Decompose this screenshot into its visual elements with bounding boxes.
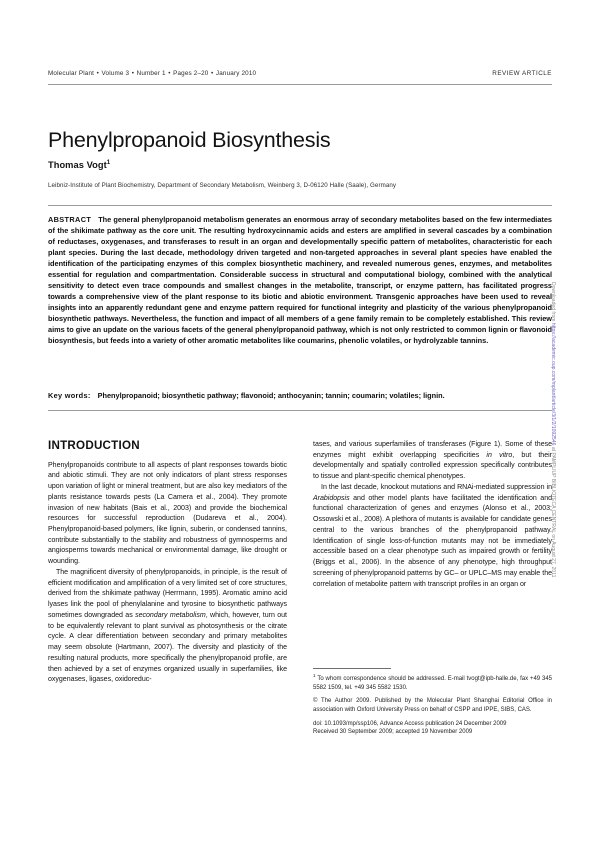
paragraph <box>313 440 552 483</box>
abstract-label: ABSTRACT <box>48 215 92 224</box>
italic-term: Arabidopsis <box>313 494 350 502</box>
footnote-dates: Received 30 September 2009; accepted 19 November 2009 <box>313 729 473 736</box>
paragraph-segment: , but their developmentally and spatially controlled expression specifically contributes to tissue and plant-specific chemical phenotypes. <box>313 451 552 481</box>
bullet-separator-icon: • <box>168 70 171 77</box>
bullet-separator-icon: • <box>131 70 135 77</box>
italic-term: in vitro <box>486 451 513 459</box>
author-affiliation: Leibniz-Institute of Plant Biochemistry, Department of Secondary Metabolism, Weinberg 3, D-06120 Halle (Saale), Germany <box>48 182 397 189</box>
footnote-correspondence-text: To whom correspondence should be addressed. E-mail tvogt@ipb-halle.de, fax +49 345 5582 1509, tel. +49 345 5582 1530. <box>313 676 552 691</box>
section-heading-introduction: INTRODUCTION <box>48 439 140 452</box>
abstract-text: The general phenylpropanoid metabolism generates an enormous array of secondary metabolites based on the few intermediates of the shikimate pathway as the core unit. The resulting hydroxycinnamic acids and esters are amplified in several cascades by a combination of reductases, oxygenases, and transferases to result in an organ and developmentally specific pattern of metabolites, characteristic for each plant species. During the last decade, methodology driven targeted and non-targeted approaches in several plant species have enabled the identification of the participating enzymes of this complex biosynthetic machinery, and revealed numerous genes, enzymes, and metabolites essential for regulation and compartmentation. Considerable success in structural and computational biology, combined with the analytical sensitivity to detect even trace compounds and smallest changes in the metabolite, transcript, or enzyme pattern, has facilitated progress towards a comprehensive view of the plant response to its biotic and abiotic environment. Transgenic approaches have been used to reveal insights into an apparently redundant gene and enzyme pattern required for functional integrity and plasticity of the various phenylpropanoid biosynthetic pathways. Nevertheless, the function and impact of all members of a gene family remain to be completely established. This review aims to give an update on the various facets of the general phenylpropanoid pathway, which is not only restricted to common lignin or flavonoid biosynthesis, but feeds into a variety of other aromatic metabolites like coumarins, phenolic volatiles, or hydrolyzable tannins. <box>48 215 552 345</box>
watermark-suffix: at PAMPLIUP BIBLIOTECA CENTRAL on August 27, 2011 <box>550 445 556 578</box>
author-name-text: Thomas Vogt <box>48 160 107 170</box>
pages-label: Pages 2–20 <box>173 70 209 78</box>
running-head <box>48 70 552 77</box>
watermark-link[interactable]: https://academic.oup.com/mplant/article/3/1/2/1092546 <box>550 322 556 446</box>
paragraph-segment: and other model plants have facilitated the identification and functional characterization of genes and enzymes (Alonso et al., 2003; Ossowski et al., 2008). A plethora of mutants is available for candidate genes central to the various branches of the phenylpropanoid pathway. Identification of single loss-of-function mutants may not be immediately accessible based on a clear phenotype such as impaired growth or fertility (Briggs et al., 2006). In the absence of any phenotype, high throughput screening of phenylpropanoid patterns by GC– or UPLC–MS may enable the correlation of metabolite pattern with transcript profiles in an organ or <box>313 494 552 588</box>
paragraph-segment: tases, and various superfamilies of transferases (Figure 1). Some of these enzymes might exhibit overlapping specificities <box>313 441 552 459</box>
watermark-prefix: Downloaded from <box>550 282 556 323</box>
abstract <box>48 215 552 347</box>
download-watermark <box>550 282 556 578</box>
paragraph-segment: The magnificent diversity of phenylpropanoids, in principle, is the result of efficient modification and amplification of a very limited set of core structures, derived from the shikimate pathway (Herrmann, 1995). Aromatic amino acid lyases link the pool of phenylalanine and tyrosine to biosynthetic pathways sometimes downgraded as <box>48 568 287 619</box>
footnote-divider <box>313 668 391 669</box>
running-head-citation <box>48 70 256 77</box>
footnote-block <box>313 675 552 737</box>
footnote-copyright: © The Author 2009. Published by the Molecular Plant Shanghai Editorial Office in association with Oxford University Press on behalf of CSPP and IPPE, SIBS, CAS. <box>313 698 552 713</box>
paragraph <box>313 483 552 590</box>
paragraph-segment: In the last decade, knockout mutations and RNAi-mediated suppression in <box>321 483 552 491</box>
paragraph: Phenylpropanoids contribute to all aspects of plant responses towards biotic and abiotic stimuli. They are not only indicators of plant stress responses upon variation of light or mineral treatment, but are also key mediators of the plants resistance towards pests (La Camera et al., 2004). They promote invasion of new habitats (Bais et al., 2003) and provide the biochemical resources for successful reproduction (Dudareva et al., 2004). Phenylpropanoid-based polymers, like lignin, suberin, or condensed tannins, contribute substantially to the stability and robustness of gymnosperms and angiosperms towards mechanical or environmental damage, like drought or wounding. <box>48 461 287 566</box>
abstract-bottom-divider <box>48 410 552 411</box>
number-label: Number 1 <box>136 70 166 78</box>
keywords-label: Key words: <box>48 391 91 400</box>
bullet-separator-icon: • <box>96 70 99 77</box>
journal-name: Molecular Plant <box>48 70 95 78</box>
article-type-label: REVIEW ARTICLE <box>492 70 552 78</box>
page-title: Phenylpropanoid Biosynthesis <box>48 128 331 153</box>
footnote-doi: doi: 10.1093/mp/ssp106, Advance Access publication 24 December 2009 <box>313 720 507 727</box>
body-column-left <box>48 440 287 686</box>
keywords-text: Phenylpropanoid; biosynthetic pathway; flavonoid; anthocyanin; tannin; coumarin; volatiles; lignin. <box>97 391 445 400</box>
bullet-separator-icon: • <box>211 70 214 77</box>
body-column-right <box>313 440 552 590</box>
paragraph-segment: , which, however, turn out to be equivalently relevant to plant survival as photosynthesis or the citrate cycle. A clear differentiation between secondary and primary metabolites may seem obsolute (Hartmann, 2007). The diversity and plasticity of the resulting natural products, more specifically the phenylpropanoid profile, are then achieved by a set of enzymes organized usually in superfamilies, like oxygenases, ligases, oxidoreduc- <box>48 611 287 684</box>
author-footnote-marker: 1 <box>106 158 111 166</box>
abstract-top-divider <box>48 205 552 206</box>
header-divider <box>48 84 552 85</box>
footnote-marker: 1 <box>313 673 316 678</box>
issue-date: January 2010 <box>215 70 257 78</box>
keywords <box>48 391 552 400</box>
volume-label: Volume 3 <box>101 70 130 78</box>
paragraph <box>48 568 287 686</box>
author-name <box>48 160 110 170</box>
footnote-correspondence <box>313 675 552 692</box>
italic-term: secondary metabolism <box>135 611 206 619</box>
